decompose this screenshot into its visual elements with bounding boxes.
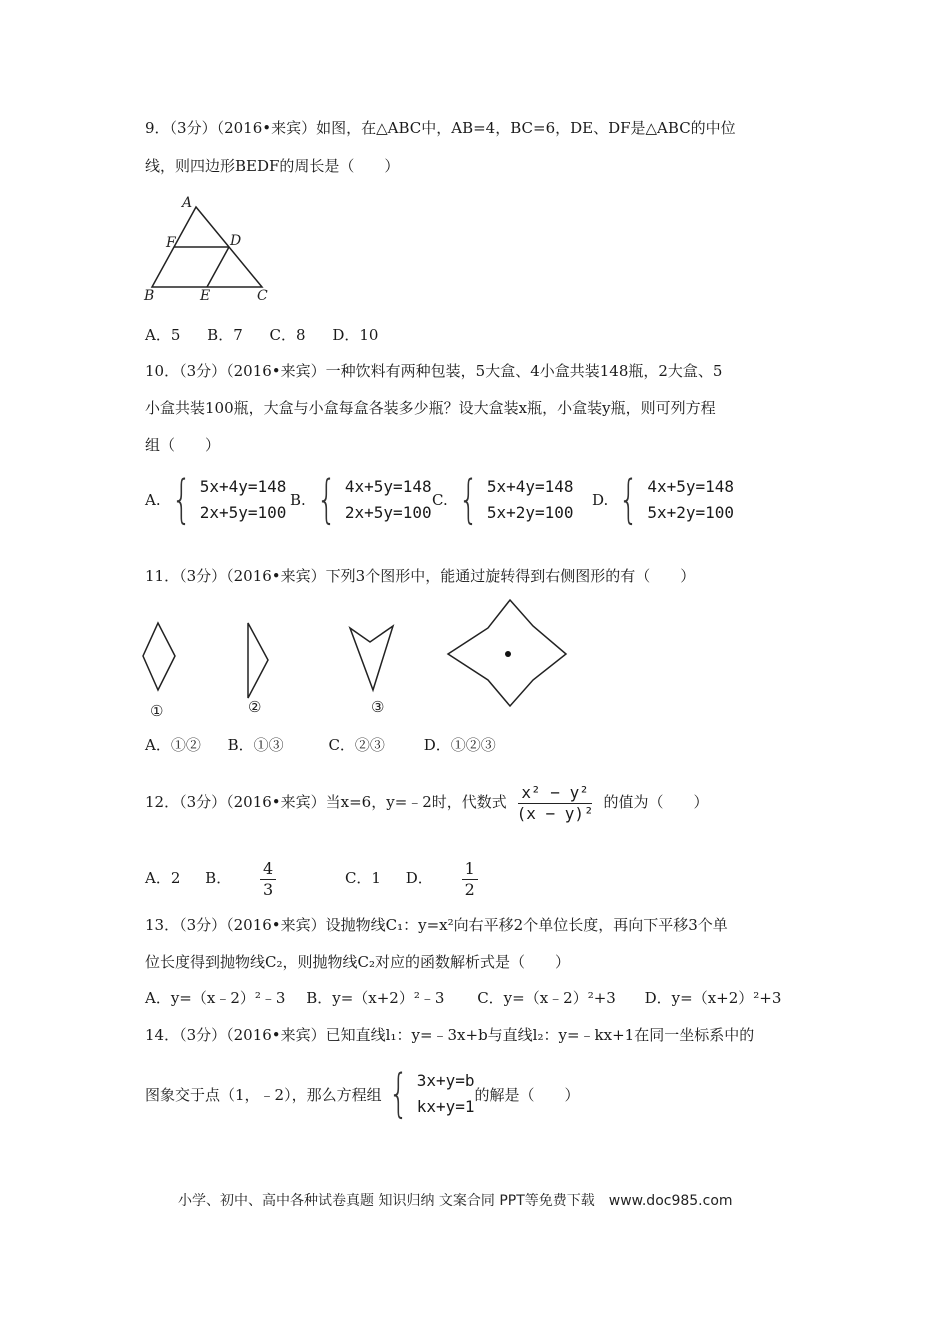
- q10-option-a-eq1: 5x+4y=148: [199, 477, 287, 496]
- q10-option-a[interactable]: [145, 470, 287, 530]
- q10-option-d-eq2: 5x+2y=100: [647, 503, 735, 522]
- q11-options: [145, 734, 518, 756]
- q9-options: [145, 324, 400, 346]
- q12-option-b-denominator: 3: [262, 879, 274, 899]
- q10-text-line3: 组（ ）: [145, 436, 221, 454]
- q11-option-a[interactable]: A．①②: [145, 736, 201, 754]
- brace-icon: {: [171, 470, 192, 530]
- q10-option-d[interactable]: [592, 470, 735, 530]
- q14-text-line2: [145, 1064, 580, 1124]
- q14-text-line1: 14．（3分）（2016•来宾）已知直线l₁：y=﹣3x+b与直线l₂：y=﹣kx+1在同一坐标系中的: [145, 1026, 755, 1044]
- q10-option-a-eq2: 2x+5y=100: [199, 503, 287, 522]
- q13-text-line2: 位长度得到抛物线C₂，则抛物线C₂对应的函数解析式是（ ）: [145, 953, 570, 971]
- q9-label-c: C: [257, 288, 268, 304]
- brace-icon: {: [388, 1064, 409, 1124]
- q9-label-b: B: [144, 288, 155, 304]
- q11-option-c[interactable]: C．②③: [328, 736, 385, 754]
- q11-figure-label-3: ③: [371, 698, 385, 716]
- q12-option-c[interactable]: C．1: [344, 869, 381, 887]
- page-footer: 小学、初中、高中各种试卷真题 知识归纳 文案合同 PPT等免费下载 www.doc985.com: [178, 1193, 733, 1209]
- q12-option-d[interactable]: [405, 858, 522, 899]
- q11-figure-arrowhead: [345, 620, 405, 720]
- q11-figure-label-2: ②: [248, 698, 262, 716]
- q12-option-b-label: B．: [205, 869, 232, 887]
- q11-text-line1: 11．（3分）（2016•来宾）下列3个图形中，能通过旋转得到右侧图形的有（ ）: [145, 567, 696, 585]
- q9-option-b[interactable]: B．7: [207, 326, 243, 344]
- q14-eq2: kx+y=1: [416, 1097, 475, 1116]
- q10-text-line1: 10．（3分）（2016•来宾）一种饮料有两种包装，5大盒、4小盒共装148瓶，2大盒、5: [145, 362, 723, 380]
- q12-option-a[interactable]: A．2: [145, 869, 181, 887]
- q12-option-d-label: D．: [405, 869, 433, 887]
- q10-option-c-eq2: 5x+2y=100: [486, 503, 574, 522]
- brace-icon: {: [618, 470, 639, 530]
- q9-label-e: E: [200, 288, 211, 304]
- q10-text-line2: 小盒共装100瓶，大盒与小盒每盒各装多少瓶？设大盒装x瓶，小盒装y瓶，则可列方程: [145, 399, 716, 417]
- q11-option-d[interactable]: D．①②③: [423, 736, 496, 754]
- q11-figure-rhombus: [140, 620, 180, 720]
- q12-option-b[interactable]: [205, 858, 325, 899]
- q10-option-d-label: D.: [592, 491, 609, 509]
- q13-option-c[interactable]: C．y=（x﹣2）²+3: [477, 989, 616, 1007]
- q11-figure-label-1: ①: [150, 702, 164, 720]
- q13-option-b[interactable]: B．y=（x+2）²﹣3: [306, 989, 445, 1007]
- q12-text-post: 的值为（ ）: [603, 793, 709, 811]
- q11-option-b[interactable]: B．①③: [227, 736, 284, 754]
- brace-icon: {: [458, 470, 479, 530]
- q12-text-pre: 12．（3分）（2016•来宾）当x=6，y=﹣2时，代数式: [145, 793, 507, 811]
- q9-text-line1: 9．（3分）（2016•来宾）如图，在△ABC中，AB=4，BC=6，DE、DF是△ABC的中位: [145, 119, 736, 137]
- q14-text-pre: 图象交于点（1，﹣2），那么方程组: [145, 1085, 382, 1104]
- q12-option-b-fraction: [260, 859, 298, 900]
- q12-option-b-numerator: 4: [260, 859, 276, 880]
- q13-option-a[interactable]: A．y=（x﹣2）²﹣3: [145, 989, 286, 1007]
- q10-option-d-eq1: 4x+5y=148: [647, 477, 735, 496]
- q12-option-d-numerator: 1: [462, 859, 478, 880]
- q9-option-d[interactable]: D．10: [332, 326, 379, 344]
- q10-option-c-label: C.: [432, 491, 448, 509]
- q9-triangle-figure: [140, 195, 280, 305]
- q9-label-d: D: [230, 233, 242, 249]
- q12-option-d-denominator: 2: [464, 879, 475, 899]
- q11-figure-triangle: [240, 620, 280, 720]
- q10-option-b-label: B.: [290, 491, 306, 509]
- q10-option-c[interactable]: [432, 470, 574, 530]
- q12-fraction-denominator: (x − y)²: [516, 803, 594, 823]
- q13-text-line1: 13．（3分）（2016•来宾）设抛物线C₁：y=x²向右平移2个单位长度，再向下平移3个单: [145, 916, 728, 934]
- q12-expression-fraction: [514, 783, 597, 824]
- q9-text-line2: 线，则四边形BEDF的周长是（ ）: [145, 157, 400, 175]
- q10-option-b-eq2: 2x+5y=100: [344, 503, 432, 522]
- q12-option-d-fraction: [462, 859, 500, 900]
- q12-fraction-numerator: x² − y²: [518, 783, 591, 804]
- q13-option-d[interactable]: D．y=（x+2）²+3: [644, 989, 782, 1007]
- q9-option-c[interactable]: C．8: [269, 326, 306, 344]
- q11-figure-star: [444, 596, 574, 716]
- q14-text-post: 的解是（ ）: [474, 1085, 580, 1104]
- q10-option-a-label: A.: [145, 491, 161, 509]
- q10-option-b[interactable]: [290, 470, 432, 530]
- q12-options: [145, 856, 544, 900]
- q14-eq1: 3x+y=b: [416, 1071, 475, 1090]
- q13-options: [145, 987, 803, 1009]
- q9-option-a[interactable]: A．5: [145, 326, 181, 344]
- q9-label-a: A: [182, 195, 193, 211]
- q10-option-b-eq1: 4x+5y=148: [344, 477, 432, 496]
- q12-text-line1: [145, 780, 708, 830]
- q9-label-f: F: [166, 235, 176, 251]
- q10-option-c-eq1: 5x+4y=148: [486, 477, 574, 496]
- brace-icon: {: [316, 470, 337, 530]
